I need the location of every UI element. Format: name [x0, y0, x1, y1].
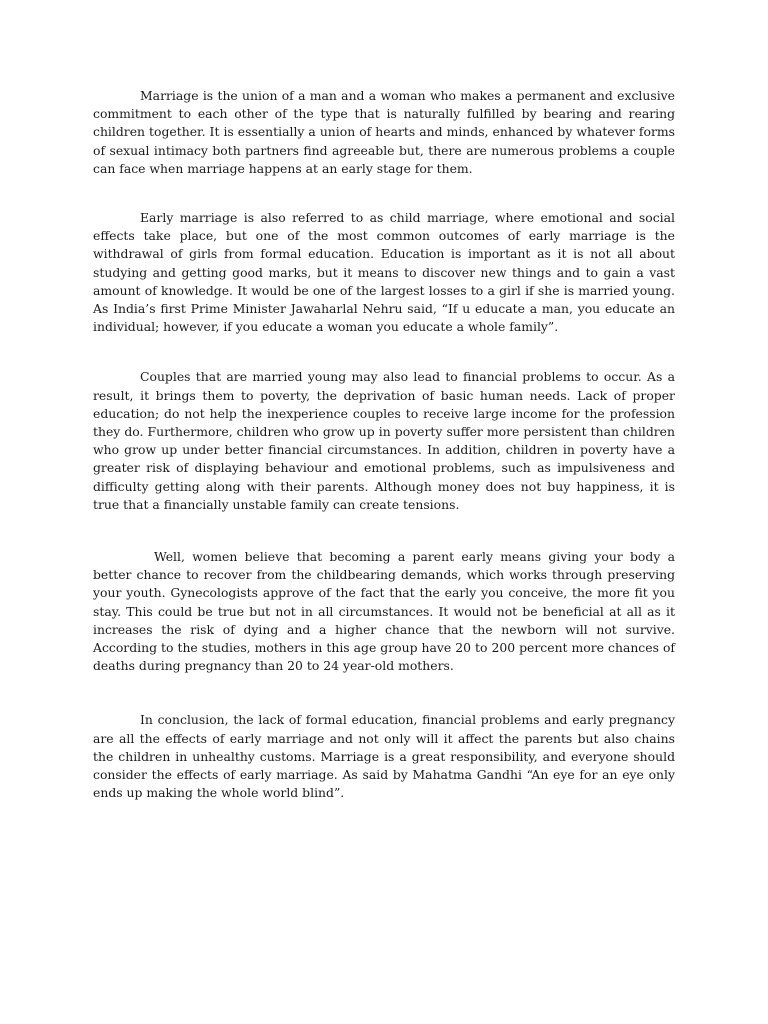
paragraph-introduction: Marriage is the union of a man and a woman who makes a permanent and exclusive commitment to each other of the type that is naturally fulfilled by bearing and rearing children together. It is essentially a union of hearts and minds, enhanced by whatever forms of sexual intimacy both partners find agreeable but, there are numerous problems a couple can face when marriage happens at an early stage for them. [93, 88, 675, 176]
paragraph-spacer [93, 675, 675, 711]
paragraph-education: Early marriage is also referred to as child marriage, where emotional and social effects take place, but one of the most common outcomes of early marriage is the withdrawal of girls from formal education. Education is important as it is not all about studying and getting good marks, but it means to discover new things and to gain a vast amount of knowledge. It would be one of the largest losses to a girl if she is married young. As India’s first Prime Minister Jawaharlal Nehru said, “If u educate a man, you educate an individual; however, if you educate a woman you educate a whole family”. [93, 210, 675, 335]
paragraph-conclusion: In conclusion, the lack of formal education, financial problems and early pregnancy are all the effects of early marriage and not only will it affect the parents but also chains the children in unhealthy customs. Marriage is a great responsibility, and everyone should consider the effects of early marriage. As said by Mahatma Gandhi “An eye for an eye only ends up making the whole world blind”. [93, 712, 675, 801]
paragraph-spacer [93, 514, 675, 548]
paragraph-spacer [93, 178, 675, 209]
paragraph-spacer [93, 336, 675, 368]
paragraph-early-pregnancy: Well, women believe that becoming a parent early means giving your body a better chance to recover from the childbearing demands, which works through preserving your youth. Gynecologists approve of the fact that the early you conceive, the more fit you stay. This could be true but not in all circumstances. It would not be beneficial at all as it increases the risk of dying and a higher chance that the newborn will not survive. According to the studies, mothers in this age group have 20 to 200 percent more chances of deaths during pregnancy than 20 to 24 year-old mothers. [93, 549, 675, 674]
document-body [93, 87, 675, 803]
paragraph-financial-problems: Couples that are married young may also lead to financial problems to occur. As a result, it brings them to poverty, the deprivation of basic human needs. Lack of proper education; do not help the inexperience couples to receive large income for the profession they do. Furthermore, children who grow up in poverty suffer more persistent than children who grow up under better financial circumstances. In addition, children in poverty have a greater risk of displaying behaviour and emotional problems, such as impulsiveness and difficulty getting along with their parents. Although money does not buy happiness, it is true that a financially unstable family can create tensions. [93, 369, 675, 512]
